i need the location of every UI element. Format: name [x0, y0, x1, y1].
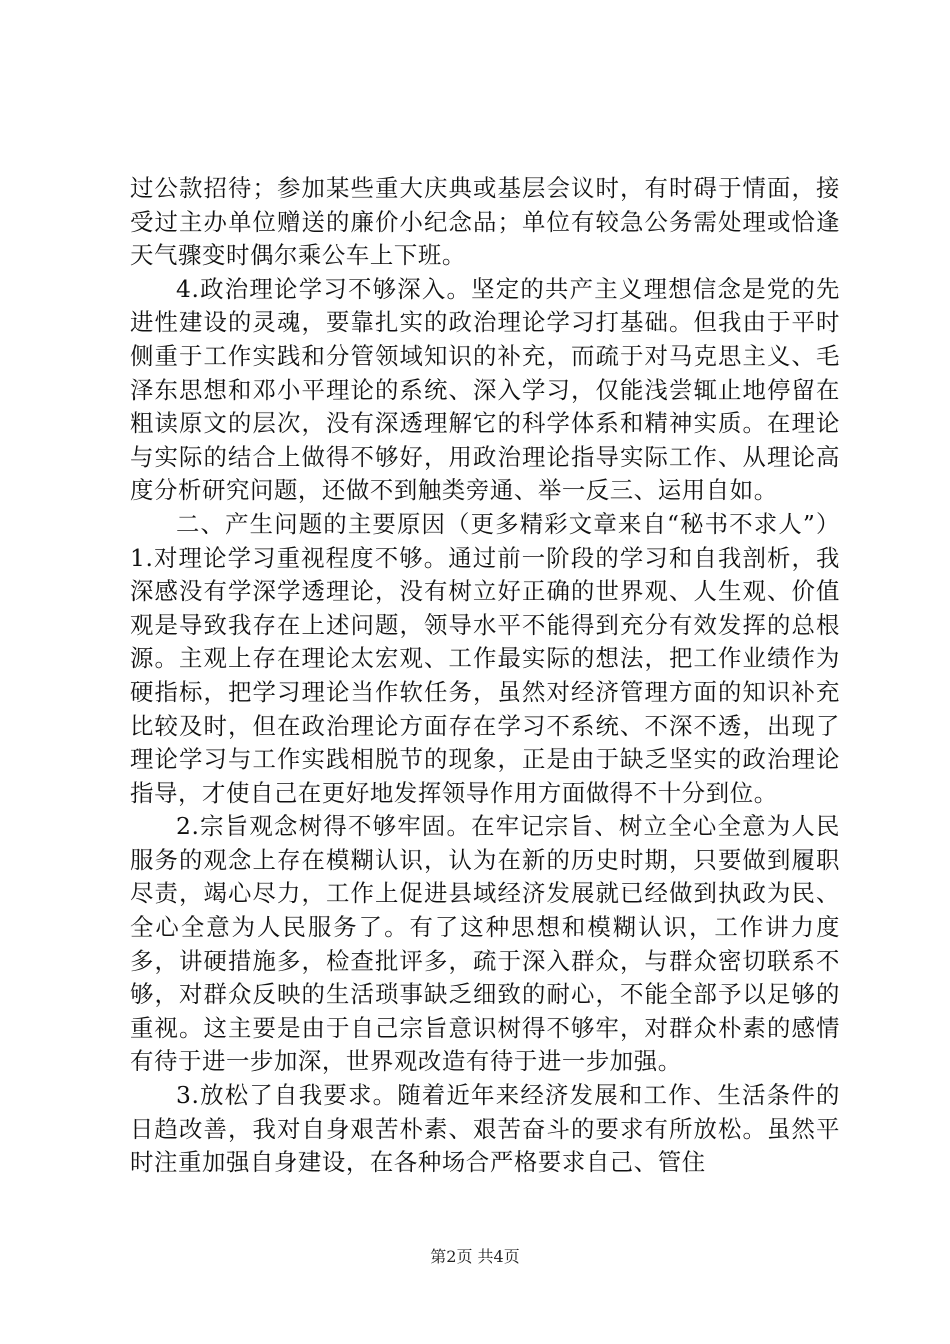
paragraph-item-3: 3.放松了自我要求。随着近年来经济发展和工作、生活条件的日趋改善，我对自身艰苦朴素、艰苦奋斗的要求有所放松。虽然平时注重加强自身建设，在各种场合严格要求自己、管住 — [130, 1081, 840, 1177]
page-number-footer: 第2页 共4页 — [430, 1247, 520, 1266]
paragraph-continuation: 过公款招待；参加某些重大庆典或基层会议时，有时碍于情面，接受过主办单位赠送的廉价小纪念品；单位有较急公务需处理或恰逢天气骤变时偶尔乘公车上下班。 — [130, 174, 840, 270]
document-body — [130, 172, 840, 1180]
paragraph-item-4: 4.政治理论学习不够深入。坚定的共产主义理想信念是党的先进性建设的灵魂，要靠扎实的政治理论学习打基础。但我由于平时侧重于工作实践和分管领域知识的补充，而疏于对马克思主义、毛泽东思想和邓小平理论的系统、深入学习，仅能浅尝辄止地停留在粗读原文的层次，没有深透理解它的科学体系和精神实质。在理论与实际的结合上做得不够好，用政治理论指导实际工作、从理论高度分析研究问题，还做不到触类旁通、举一反三、运用自如。 — [130, 274, 840, 505]
paragraph-item-2: 2.宗旨观念树得不够牢固。在牢记宗旨、树立全心全意为人民服务的观念上存在模糊认识，认为在新的历史时期，只要做到履职尽责，竭心尽力，工作上促进县域经济发展就已经做到执政为民、全心全意为人民服务了。有了这种思想和模糊认识，工作讲力度多，讲硬措施多，检查批评多，疏于深入群众，与群众密切联系不够，对群众反映的生活琐事缺乏细致的耐心，不能全部予以足够的重视。这主要是由于自己宗旨意识树得不够牢，对群众朴素的感情有待于进一步加深，世界观改造有待于进一步加强。 — [130, 812, 840, 1076]
paragraph-section-2: 二、产生问题的主要原因（更多精彩文章来自“秘书不求人”） 1.对理论学习重视程度不够。通过前一阶段的学习和自我剖析，我深感没有学深学透理论，没有树立好正确的世界观、人生观、价值观是导致我存在上述问题，领导水平不能得到充分有效发挥的总根源。主观上存在理论太宏观、工作最实际的想法，把工作业绩作为硬指标，把学习理论当作软任务，虽然对经济管理方面的知识补充比较及时，但在政治理论方面存在学习不系统、不深不透，出现了理论学习与工作实践相脱节的现象，正是由于缺乏坚实的政治理论指导，才使自己在更好地发挥领导作用方面做得不十分到位。 — [130, 509, 840, 807]
